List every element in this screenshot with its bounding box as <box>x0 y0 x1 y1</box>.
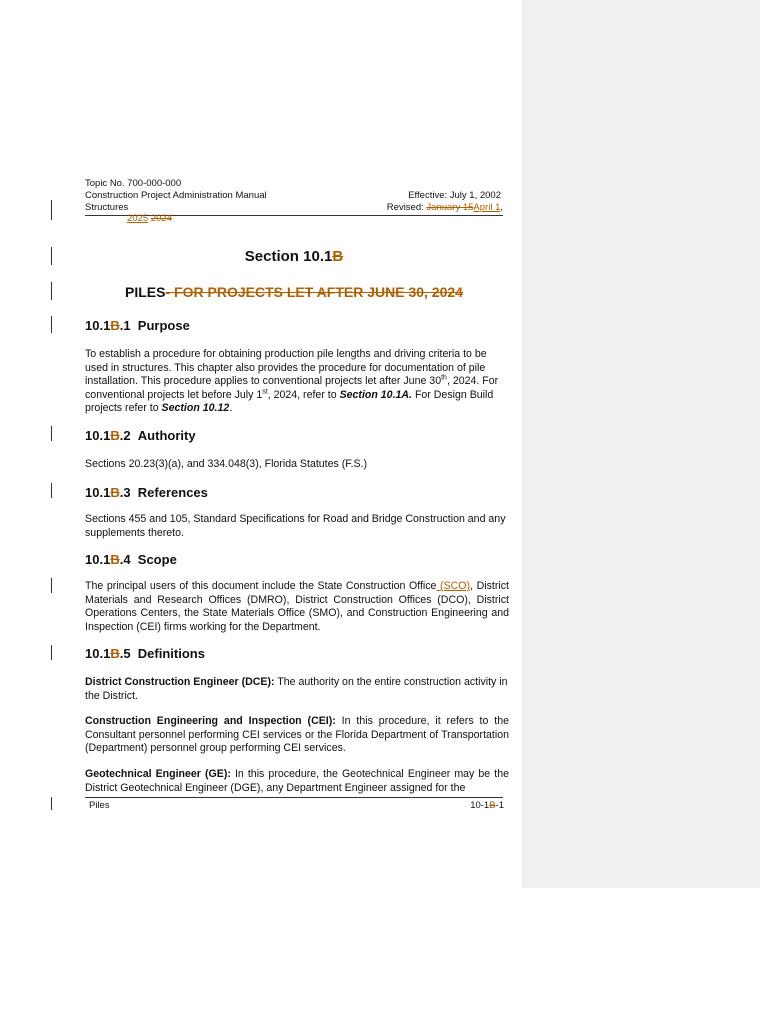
footer-page-number: 10-1B-1 <box>470 800 504 811</box>
header-topic: Topic No. 700-000-000 <box>85 178 182 189</box>
header-revised: Revised: January 15April 1, <box>386 202 503 213</box>
change-bar <box>51 316 52 333</box>
definition-cei: Construction Engineering and Inspection (CEI): In this procedure, it refers to the Consultant personnel performing CEI services or the Florida Department of Transportation (Department) personnel group performing CEI services. <box>85 715 509 754</box>
scope-paragraph: The principal users of this document include the State Construction Office (SCO), District Materials and Research Offices (DMRO), District Construction Offices (DCO), District Operations Centers, the State Materials Office (SMO), and Construction Engineering and Inspection (CEI) firms working for the Department. <box>85 580 509 633</box>
comments-pane <box>522 0 760 888</box>
header-manual: Construction Project Administration Manual <box>85 190 267 201</box>
change-bar <box>51 578 52 593</box>
change-bar <box>51 200 52 220</box>
header-year: 2025 2024 <box>127 213 172 224</box>
change-bar <box>51 247 52 265</box>
header-subject: Structures <box>85 202 129 213</box>
heading-authority: 10.1B.2 Authority <box>85 428 196 443</box>
definition-ge: Geotechnical Engineer (GE): In this procedure, the Geotechnical Engineer may be the District Geotechnical Engineer (DGE), any Department Engineer assigned for the <box>85 768 509 794</box>
section-link: Section 10.12 <box>161 402 230 414</box>
heading-definitions: 10.1B.5 Definitions <box>85 646 205 661</box>
section-title: Section 10.1B <box>244 248 344 265</box>
change-bar <box>51 483 52 498</box>
change-bar <box>51 426 52 441</box>
references-paragraph: Sections 455 and 105, Standard Specifications for Road and Bridge Construction and any supplements thereto. <box>85 513 506 539</box>
heading-purpose: 10.1B.1 Purpose <box>85 318 190 333</box>
definition-dce: District Construction Engineer (DCE): The authority on the entire construction activity in the District. <box>85 676 508 702</box>
header-effective: Effective: July 1, 2002 <box>408 190 501 201</box>
purpose-paragraph: To establish a procedure for obtaining production pile lengths and driving criteria to be used in structures. This chapter also provides the procedure for documentation of pile installation. This procedure applies to conventional projects let after June 30th, 2024. For conventional projects let before July 1st, 2024, refer to Section 10.1A. For Design Build projects refer to Section 10.12. <box>85 348 499 414</box>
authority-paragraph: Sections 20.23(3)(a), and 334.048(3), Florida Statutes (F.S.) <box>85 458 368 470</box>
change-bar <box>51 645 52 660</box>
chapter-title: PILES- FOR PROJECTS LET AFTER JUNE 30, 2024 <box>125 284 463 300</box>
change-bar <box>51 797 52 810</box>
footer-rule <box>85 797 503 798</box>
section-link: Section 10.1A. <box>339 388 412 401</box>
change-bar <box>51 282 52 300</box>
footer-left: Piles <box>89 800 110 811</box>
heading-scope: 10.1B.4 Scope <box>85 552 177 567</box>
heading-references: 10.1B.3 References <box>85 485 208 500</box>
